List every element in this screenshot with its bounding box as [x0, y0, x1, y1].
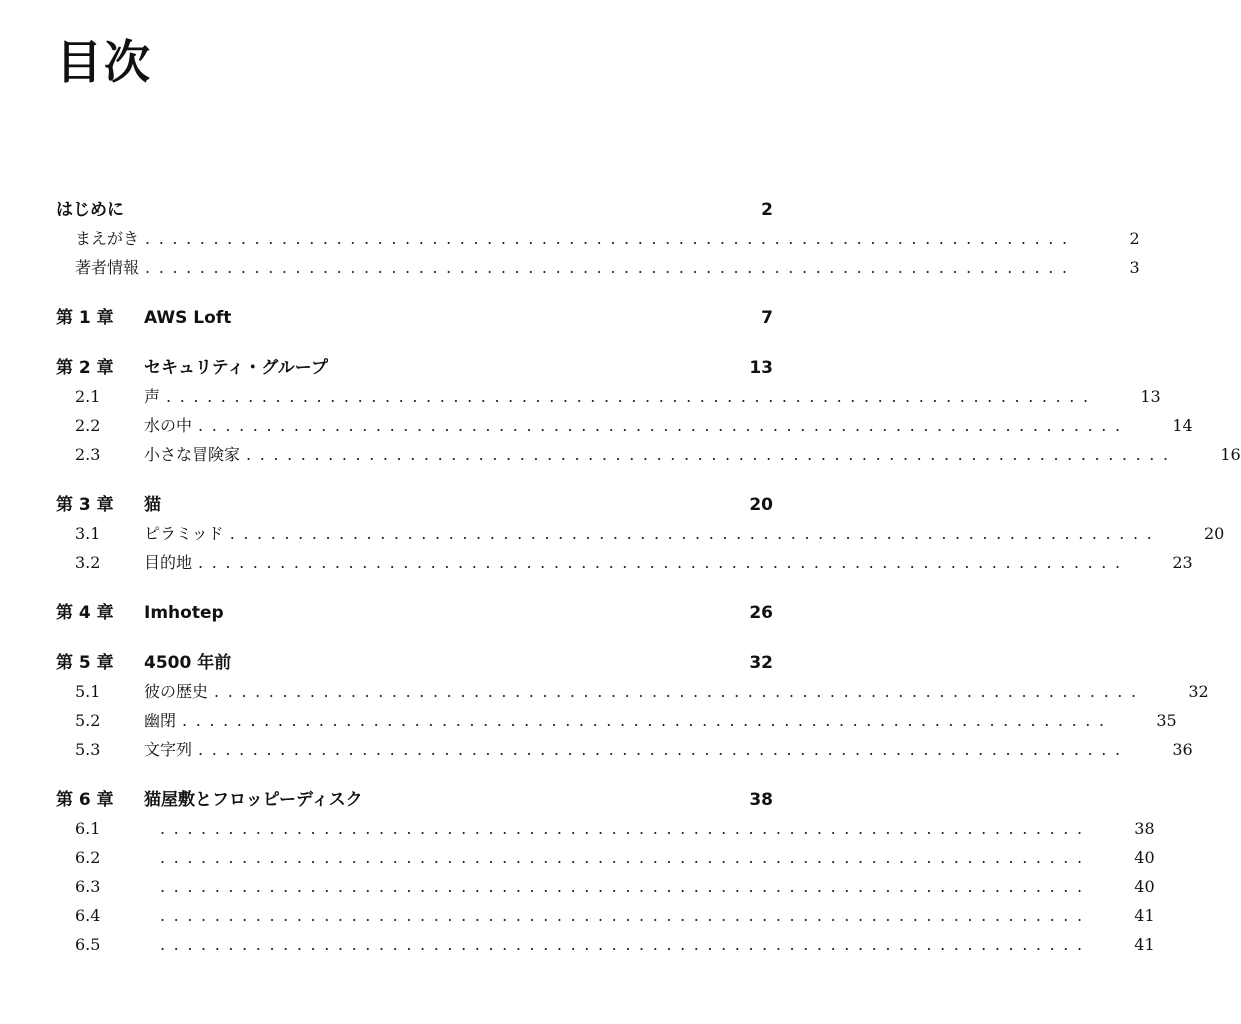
- toc-chapter-page: 13: [749, 358, 773, 378]
- toc-section-number: 2.3: [75, 445, 101, 464]
- toc-section-title: 小さな冒険家: [144, 445, 241, 464]
- toc-chapter-page: 20: [749, 495, 773, 515]
- toc-section-title: 文字列: [144, 740, 193, 759]
- toc-chapter-title: Imhotep: [144, 603, 224, 623]
- toc-section[interactable]: [56, 706, 1177, 735]
- page-title: 目次: [56, 35, 152, 89]
- toc-section-title: 幽閉: [144, 711, 177, 730]
- toc-chapter[interactable]: [56, 354, 773, 382]
- toc-section-page: 40: [1134, 848, 1155, 867]
- toc-section-page: 35: [1156, 711, 1177, 730]
- toc-chapter[interactable]: [56, 304, 773, 332]
- toc-section[interactable]: [56, 843, 1155, 872]
- toc-front-title: はじめに: [56, 200, 124, 220]
- toc-section[interactable]: [56, 930, 1155, 959]
- toc-chapter-page: 38: [749, 790, 773, 810]
- toc-section-title: 水の中: [144, 416, 193, 435]
- toc-section[interactable]: [56, 548, 1193, 577]
- toc-section-number: 2.2: [75, 416, 101, 435]
- toc-section[interactable]: [56, 519, 1225, 548]
- toc-section-number: 5.2: [75, 711, 101, 730]
- dot-leader: ....................................................................: [214, 682, 1145, 701]
- toc-section-page: 16: [1220, 445, 1241, 464]
- toc-chapter[interactable]: [56, 786, 773, 814]
- dot-leader: ....................................................................: [160, 819, 1091, 838]
- toc-section-number: 6.5: [75, 935, 101, 954]
- toc-section-title: 目的地: [144, 553, 193, 572]
- toc-chapter-title: セキュリティ・グループ: [144, 358, 328, 378]
- toc-chapter-page: 32: [749, 653, 773, 673]
- toc-chapter-title: 4500 年前: [144, 653, 232, 673]
- dot-leader: ....................................................................: [160, 906, 1091, 925]
- toc-front-section[interactable]: [56, 224, 1140, 253]
- toc-section[interactable]: [56, 382, 1161, 411]
- toc-section-title: まえがき: [75, 229, 140, 248]
- toc-section-number: 2.1: [75, 387, 101, 406]
- toc-chapter[interactable]: [56, 491, 773, 519]
- toc-section-number: 5.3: [75, 740, 101, 759]
- toc-section-number: 3.1: [75, 524, 101, 543]
- toc-section-page: 32: [1188, 682, 1209, 701]
- toc-section[interactable]: [56, 677, 1209, 706]
- toc-section[interactable]: [56, 735, 1193, 764]
- toc-section[interactable]: [56, 901, 1155, 930]
- toc-section-number: 3.2: [75, 553, 101, 572]
- toc-chapter-title: AWS Loft: [144, 308, 232, 328]
- toc-section-page: 13: [1140, 387, 1161, 406]
- toc-front-section[interactable]: [56, 253, 1140, 282]
- toc-section-title: 著者情報: [75, 258, 140, 277]
- dot-leader: ....................................................................: [145, 258, 1076, 277]
- dot-leader: ....................................................................: [160, 848, 1091, 867]
- toc-section-page: 36: [1172, 740, 1193, 759]
- toc-front-heading[interactable]: [56, 196, 773, 224]
- toc-chapter-title: 猫屋敷とフロッピーディスク: [144, 790, 363, 810]
- dot-leader: ....................................................................: [229, 524, 1161, 543]
- toc-chapter[interactable]: [56, 599, 773, 627]
- toc-section-page: 38: [1134, 819, 1155, 838]
- dot-leader: ....................................................................: [198, 740, 1129, 759]
- toc-section-title: 声: [144, 387, 161, 406]
- toc-section-page: 40: [1134, 877, 1155, 896]
- toc-chapter-page: 26: [749, 603, 773, 623]
- toc-section[interactable]: [56, 411, 1193, 440]
- toc-chapter[interactable]: [56, 649, 773, 677]
- toc-section-number: 6.3: [75, 877, 101, 896]
- toc-section-page: 23: [1172, 553, 1193, 572]
- dot-leader: ....................................................................: [246, 445, 1177, 464]
- toc-section-page: 2: [1129, 229, 1140, 248]
- toc-chapter-number: 第 6 章: [56, 790, 114, 810]
- toc-section-number: 6.1: [75, 819, 101, 838]
- toc-section-title: 彼の歴史: [144, 682, 209, 701]
- dot-leader: ....................................................................: [198, 553, 1129, 572]
- toc-chapter-title: 猫: [144, 495, 161, 515]
- toc-section-page: 41: [1134, 906, 1155, 925]
- toc-section[interactable]: [56, 814, 1155, 843]
- toc-section-page: 41: [1134, 935, 1155, 954]
- dot-leader: ....................................................................: [182, 711, 1113, 730]
- toc-section-number: 5.1: [75, 682, 101, 701]
- toc-section[interactable]: [56, 872, 1155, 901]
- toc-section-page: 20: [1203, 524, 1225, 543]
- toc-chapter-number: 第 1 章: [56, 308, 114, 328]
- dot-leader: ....................................................................: [160, 935, 1091, 954]
- toc-section-number: 6.2: [75, 848, 101, 867]
- toc-section-title: ピラミッド: [144, 524, 224, 543]
- toc-chapter-number: 第 2 章: [56, 358, 114, 378]
- toc-section-page: 3: [1129, 258, 1140, 277]
- table-of-contents: [56, 196, 1241, 959]
- toc-chapter-number: 第 4 章: [56, 603, 114, 623]
- toc-front-page: 2: [761, 200, 773, 220]
- toc-section-number: 6.4: [75, 906, 101, 925]
- dot-leader: ....................................................................: [145, 229, 1076, 248]
- toc-section[interactable]: [56, 440, 1241, 469]
- toc-chapter-page: 7: [761, 308, 773, 328]
- toc-chapter-number: 第 5 章: [56, 653, 114, 673]
- dot-leader: ....................................................................: [160, 877, 1091, 896]
- toc-section-page: 14: [1172, 416, 1193, 435]
- dot-leader: ....................................................................: [166, 387, 1097, 406]
- toc-chapter-number: 第 3 章: [56, 495, 114, 515]
- dot-leader: ....................................................................: [198, 416, 1129, 435]
